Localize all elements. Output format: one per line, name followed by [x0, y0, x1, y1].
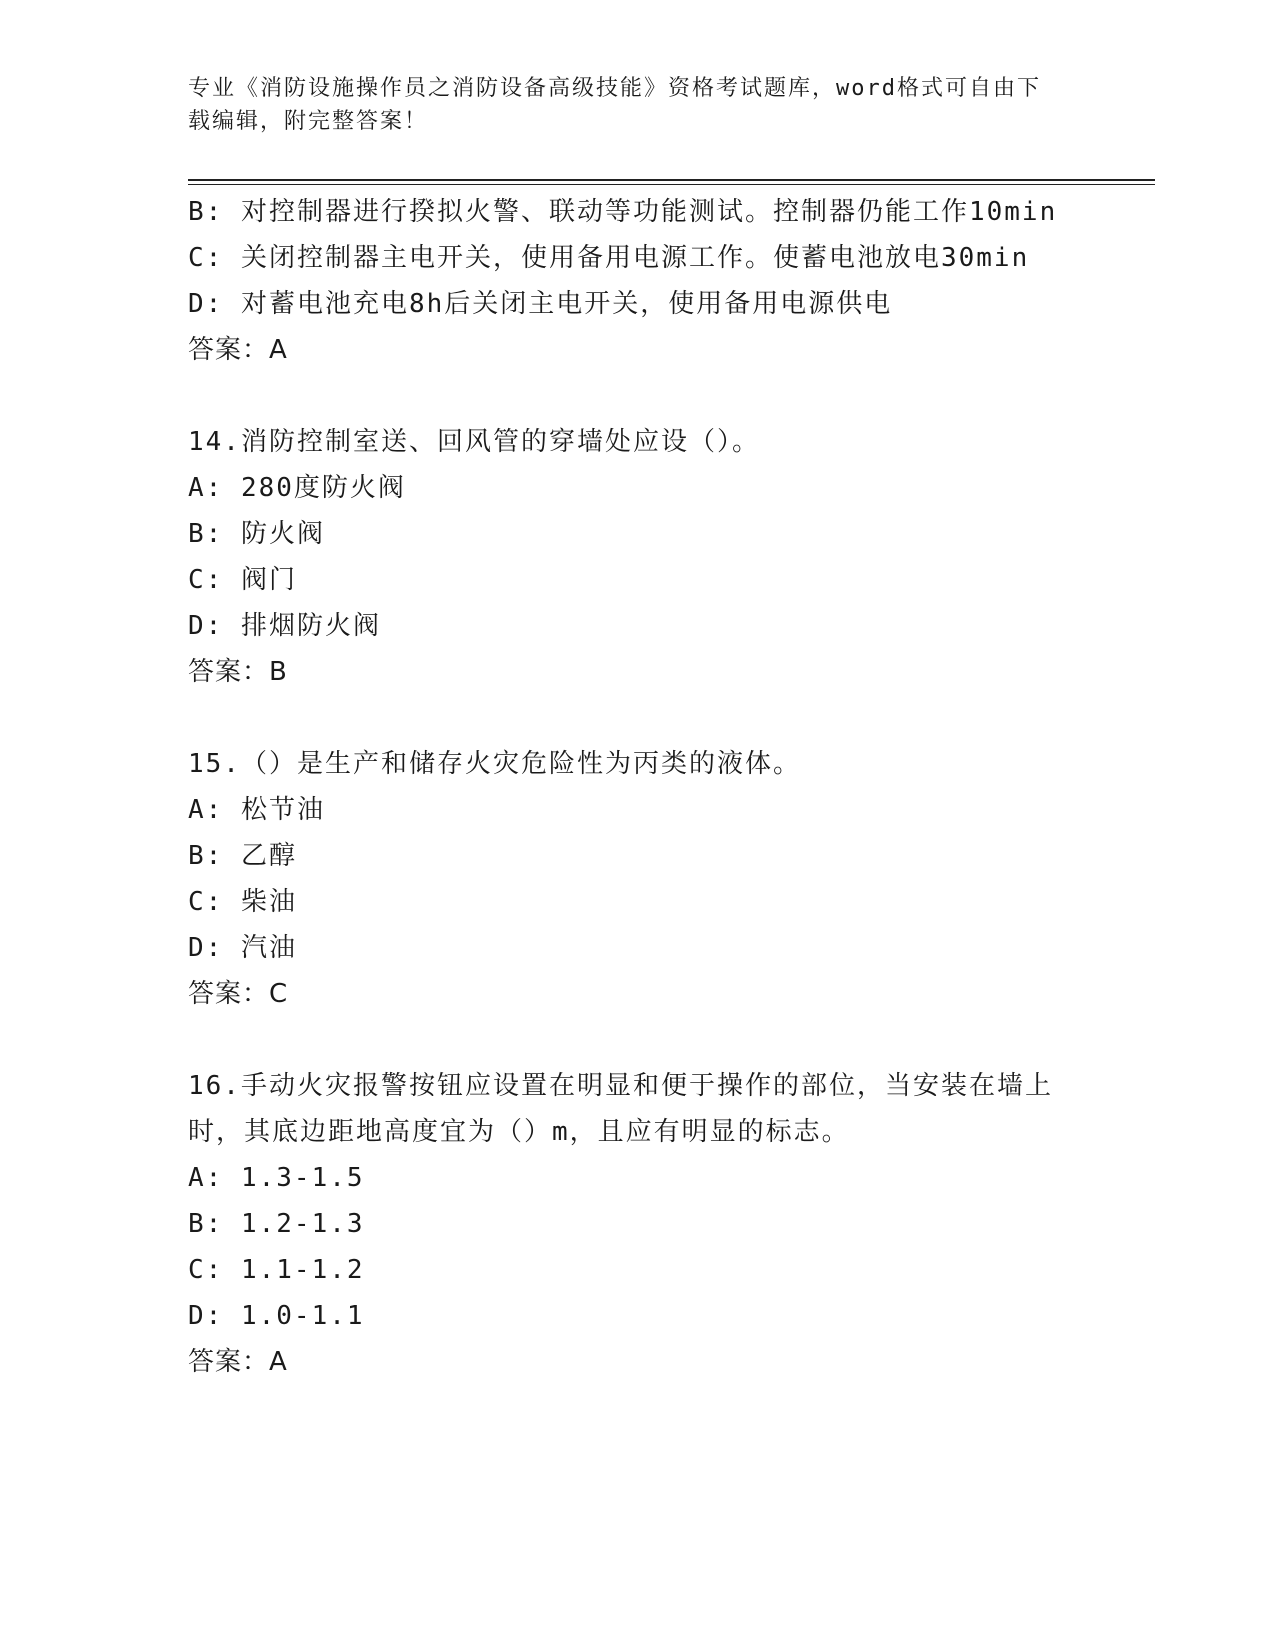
- option-d: D: 1.0-1.1: [188, 1301, 365, 1331]
- answer-line: 答案：A: [188, 335, 288, 365]
- question-13-continuation: [188, 189, 1148, 373]
- header-divider-thin: [188, 184, 1155, 185]
- option-d: D: 排烟防火阀: [188, 611, 381, 641]
- option-b: B: 1.2-1.3: [188, 1209, 365, 1239]
- option-c: C: 1.1-1.2: [188, 1255, 365, 1285]
- answer-line: 答案：A: [188, 1347, 288, 1377]
- option-a: A: 280度防火阀: [188, 473, 406, 503]
- question-content: [188, 189, 1148, 1385]
- header-line-2: 载编辑，附完整答案！: [188, 109, 429, 134]
- option-c: C: 关闭控制器主电开关，使用备用电源工作。使蓄电池放电30min: [188, 243, 1030, 273]
- answer-line: 答案：C: [188, 979, 289, 1009]
- header-divider-thick: [188, 179, 1155, 181]
- option-a: A: 松节油: [188, 795, 325, 825]
- option-d: D: 对蓄电池充电8h后关闭主电开关，使用备用电源供电: [188, 289, 893, 319]
- option-a: A: 1.3-1.5: [188, 1163, 365, 1193]
- option-b: B: 乙醇: [188, 841, 297, 871]
- option-c: C: 柴油: [188, 887, 297, 917]
- question-stem-line-2: 时，其底边距地高度宜为（）m，且应有明显的标志。: [188, 1117, 850, 1147]
- option-d: D: 汽油: [188, 933, 297, 963]
- header-line-1: 专业《消防设施操作员之消防设备高级技能》资格考试题库，word格式可自由下: [188, 76, 1041, 101]
- question-stem: 15.（）是生产和储存火灾危险性为丙类的液体。: [188, 749, 801, 779]
- question-stem-line-1: 16.手动火灾报警按钮应设置在明显和便于操作的部位，当安装在墙上: [188, 1071, 1053, 1101]
- question-16: [188, 1063, 1148, 1385]
- question-15: [188, 741, 1148, 1017]
- option-c: C: 阀门: [188, 565, 297, 595]
- option-b: B: 对控制器进行揆拟火警、联动等功能测试。控制器仍能工作10min: [188, 197, 1058, 227]
- option-b: B: 防火阀: [188, 519, 325, 549]
- question-14: [188, 419, 1148, 695]
- question-stem: 14.消防控制室送、回风管的穿墙处应设（）。: [188, 427, 760, 457]
- answer-line: 答案：B: [188, 657, 288, 687]
- document-header: [188, 72, 1088, 138]
